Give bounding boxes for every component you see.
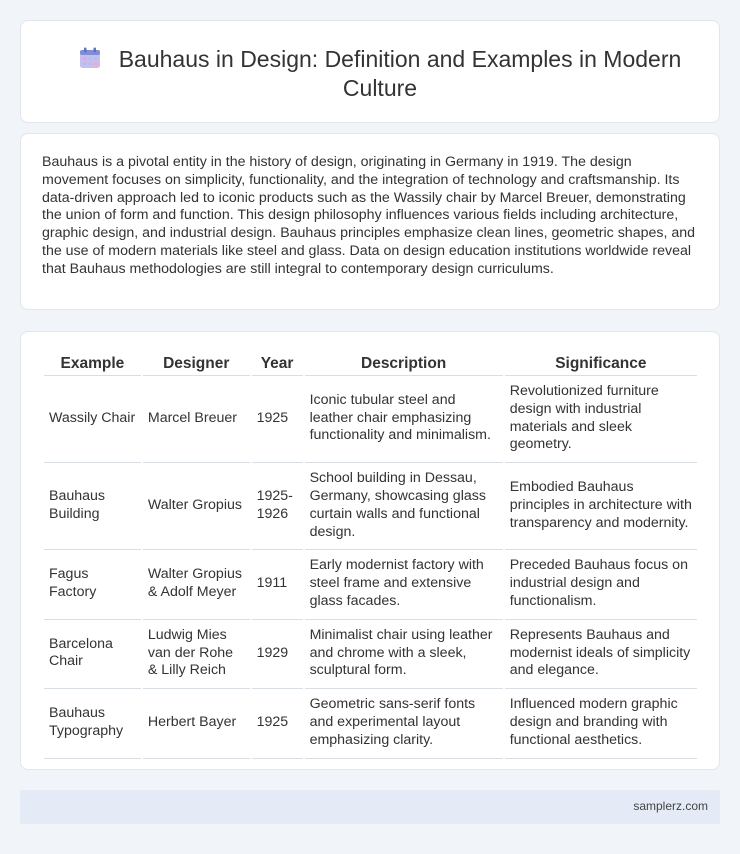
table-row bbox=[44, 550, 697, 619]
cell-description: Geometric sans-serif fonts and experimental layout emphasizing clarity. bbox=[305, 689, 503, 758]
title-card bbox=[20, 20, 720, 123]
header-designer: Designer bbox=[143, 354, 250, 376]
table-row bbox=[44, 463, 697, 550]
cell-significance: Represents Bauhaus and modernist ideals of simplicity and elegance. bbox=[505, 620, 697, 689]
cell-year: 1925-1926 bbox=[252, 463, 303, 550]
table-row bbox=[44, 620, 697, 689]
page-title-container bbox=[61, 45, 699, 103]
cell-significance: Embodied Bauhaus principles in architecture with transparency and modernity. bbox=[505, 463, 697, 550]
examples-table bbox=[42, 354, 699, 759]
table-card bbox=[20, 331, 720, 770]
footer-bar bbox=[20, 790, 720, 824]
cell-significance: Influenced modern graphic design and branding with functional aesthetics. bbox=[505, 689, 697, 758]
footer-site-link[interactable]: samplerz.com bbox=[633, 799, 708, 813]
cell-example: Fagus Factory bbox=[44, 550, 141, 619]
cell-designer: Walter Gropius bbox=[143, 463, 250, 550]
table-row bbox=[44, 376, 697, 463]
cell-significance: Revolutionized furniture design with industrial materials and sleek geometry. bbox=[505, 376, 697, 463]
cell-designer: Herbert Bayer bbox=[143, 689, 250, 758]
cell-description: School building in Dessau, Germany, showcasing glass curtain walls and functional design. bbox=[305, 463, 503, 550]
cell-year: 1929 bbox=[252, 620, 303, 689]
cell-description: Minimalist chair using leather and chrome with a sleek, sculptural form. bbox=[305, 620, 503, 689]
page-title: Bauhaus in Design: Definition and Examples in Modern Culture bbox=[118, 46, 682, 101]
header-significance: Significance bbox=[505, 354, 697, 376]
header-description: Description bbox=[305, 354, 503, 376]
header-example: Example bbox=[44, 354, 141, 376]
intro-paragraph: Bauhaus is a pivotal entity in the history of design, originating in Germany in 1919. The design movement focuses on simplicity, functionality, and the integration of technology and craftsmanship. Its data-driven approach led to iconic products such as the Wassily chair by Marcel Breuer, demonstrating the union of form and function. This design philosophy influences various fields including architecture, graphic design, and industrial design. Bauhaus principles emphasize clean lines, geometric shapes, and the use of modern materials like steel and glass. Data on design education institutions worldwide reveal that Bauhaus methodologies are still integral to contemporary design curriculums. bbox=[42, 154, 696, 277]
cell-designer: Marcel Breuer bbox=[143, 376, 250, 463]
cell-year: 1925 bbox=[252, 689, 303, 758]
cell-example: Bauhaus Building bbox=[44, 463, 141, 550]
cell-year: 1911 bbox=[252, 550, 303, 619]
cell-example: Bauhaus Typography bbox=[44, 689, 141, 758]
cell-description: Iconic tubular steel and leather chair emphasizing functionality and minimalism. bbox=[305, 376, 503, 463]
cell-significance: Preceded Bauhaus focus on industrial design and functionalism. bbox=[505, 550, 697, 619]
cell-designer: Walter Gropius & Adolf Meyer bbox=[143, 550, 250, 619]
cell-year: 1925 bbox=[252, 376, 303, 463]
table-row bbox=[44, 689, 697, 758]
cell-example: Barcelona Chair bbox=[44, 620, 141, 689]
header-year: Year bbox=[252, 354, 303, 376]
table-header-row bbox=[44, 354, 697, 376]
cell-description: Early modernist factory with steel frame and extensive glass facades. bbox=[305, 550, 503, 619]
cell-example: Wassily Chair bbox=[44, 376, 141, 463]
calendar-icon bbox=[79, 47, 101, 69]
intro-card bbox=[20, 133, 720, 310]
cell-designer: Ludwig Mies van der Rohe & Lilly Reich bbox=[143, 620, 250, 689]
